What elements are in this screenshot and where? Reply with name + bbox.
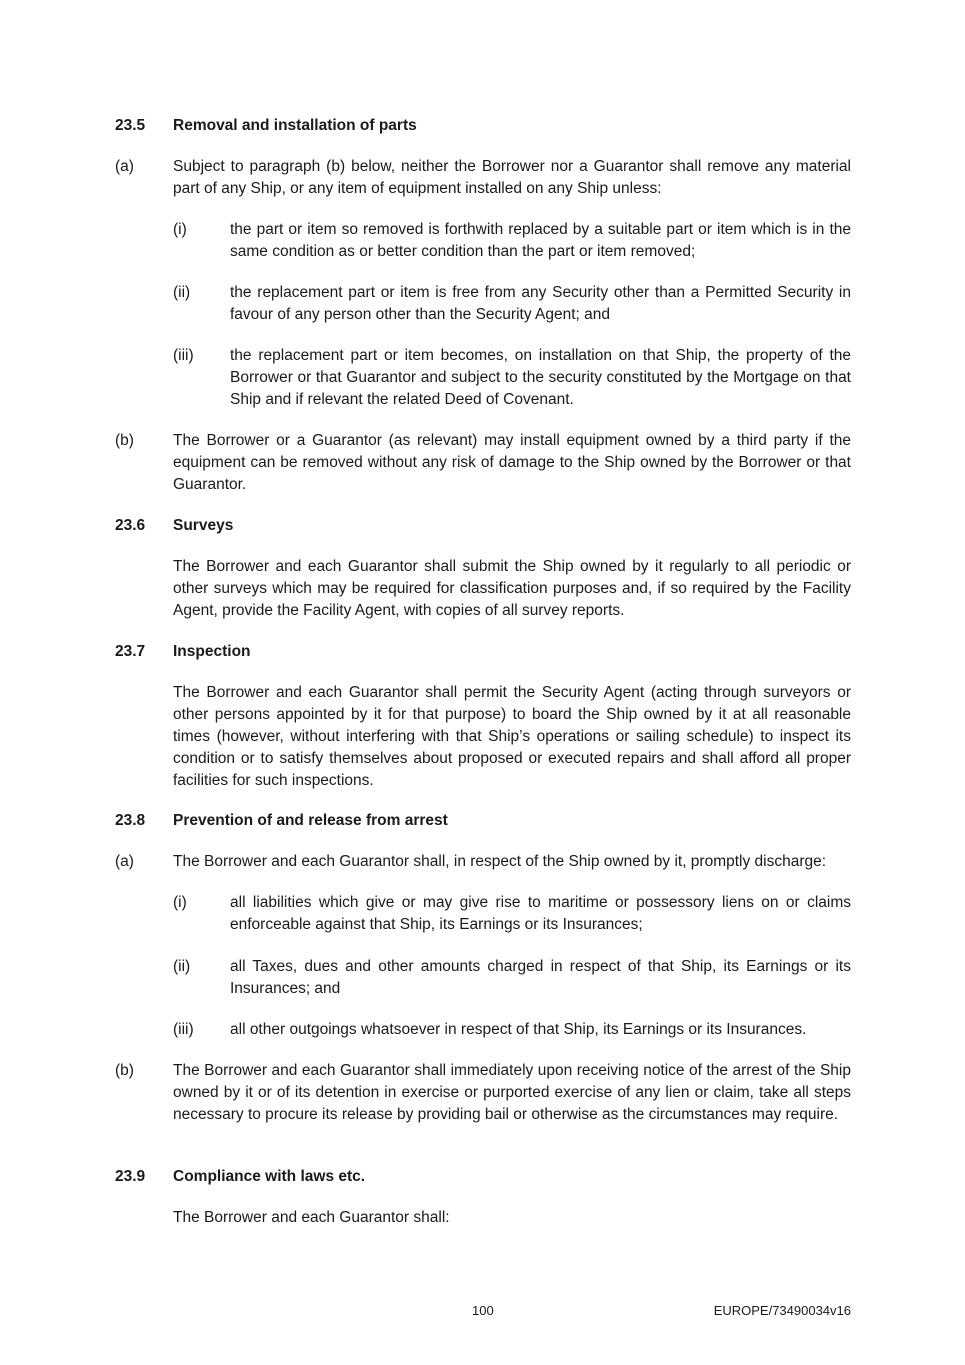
- section-number: 23.9: [115, 1168, 146, 1185]
- subparagraph-text: all other outgoings whatsoever in respect of that Ship, its Earnings or its Insurances.: [230, 1021, 807, 1038]
- section-number: 23.6: [115, 517, 146, 534]
- section-title: Prevention of and release from arrest: [173, 812, 448, 829]
- paragraph-label: (b): [115, 432, 134, 449]
- subparagraph-label: (iii): [173, 1021, 194, 1038]
- subparagraph-label: (i): [173, 894, 187, 911]
- subparagraph-label: (iii): [173, 347, 194, 364]
- paragraph-text: The Borrower or a Guarantor (as relevant) may install equipment owned by a third party if the equipment can be removed without any risk of damage to the Ship owned by the Borrower or that Guarantor.: [173, 432, 851, 493]
- paragraph-label: (a): [115, 853, 134, 870]
- section-body-23-9: The Borrower and each Guarantor shall:: [173, 1209, 450, 1226]
- section-title: Inspection: [173, 643, 251, 660]
- page-number: 100: [472, 1303, 494, 1318]
- section-title: Compliance with laws etc.: [173, 1168, 366, 1185]
- paragraph-text: Subject to paragraph (b) below, neither the Borrower nor a Guarantor shall remove any material part of any Ship, or any item of equipment installed on any Ship unless:: [173, 158, 851, 197]
- document-reference: EUROPE/73490034v16: [713, 1303, 851, 1318]
- paragraph-text: The Borrower and each Guarantor shall, in respect of the Ship owned by it, promptly discharge:: [173, 853, 827, 870]
- paragraph-label: (b): [115, 1062, 134, 1079]
- subparagraph-label: (ii): [173, 958, 191, 975]
- subparagraph-text: all Taxes, dues and other amounts charged in respect of that Ship, its Earnings or its Insurances; and: [230, 958, 851, 997]
- section-number: 23.7: [115, 643, 146, 660]
- paragraph-label: (a): [115, 158, 134, 175]
- subparagraph-text: all liabilities which give or may give rise to maritime or possessory liens on or claims enforceable against that Ship, its Earnings or its Insurances;: [230, 894, 851, 933]
- section-title: Surveys: [173, 517, 234, 534]
- section-number: 23.5: [115, 117, 146, 134]
- subparagraph-label: (ii): [173, 284, 191, 301]
- section-body-23-7: The Borrower and each Guarantor shall permit the Security Agent (acting through surveyors or other persons appointed by it for that purpose) to board the Ship owned by it at all reasonable times (however, without interfering with that Ship’s operations or sailing schedule) to inspect its condition or to satisfy themselves about proposed or executed repairs and shall afford all proper facilities for such inspections.: [173, 684, 851, 789]
- subparagraph-label: (i): [173, 221, 187, 238]
- subparagraph-text: the replacement part or item becomes, on installation on that Ship, the property of the Borrower or that Guarantor and subject to the security constituted by the Mortgage on that Ship and if relevant the related Deed of Covenant.: [230, 347, 851, 408]
- section-body-23-6: The Borrower and each Guarantor shall submit the Ship owned by it regularly to all periodic or other surveys which may be required for classification purposes and, if so required by the Facility Agent, provide the Facility Agent, with copies of all survey reports.: [173, 558, 851, 619]
- paragraph-text: The Borrower and each Guarantor shall immediately upon receiving notice of the arrest of the Ship owned by it or of its detention in exercise or purported exercise of any lien or claim, take all steps necessary to procure its release by providing bail or otherwise as the circumstances may require.: [173, 1062, 851, 1123]
- subparagraph-text: the replacement part or item is free from any Security other than a Permitted Security in favour of any person other than the Security Agent; and: [230, 284, 851, 323]
- subparagraph-text: the part or item so removed is forthwith replaced by a suitable part or item which is in the same condition as or better condition than the part or item removed;: [230, 221, 851, 260]
- section-number: 23.8: [115, 812, 146, 829]
- section-title: Removal and installation of parts: [173, 117, 417, 134]
